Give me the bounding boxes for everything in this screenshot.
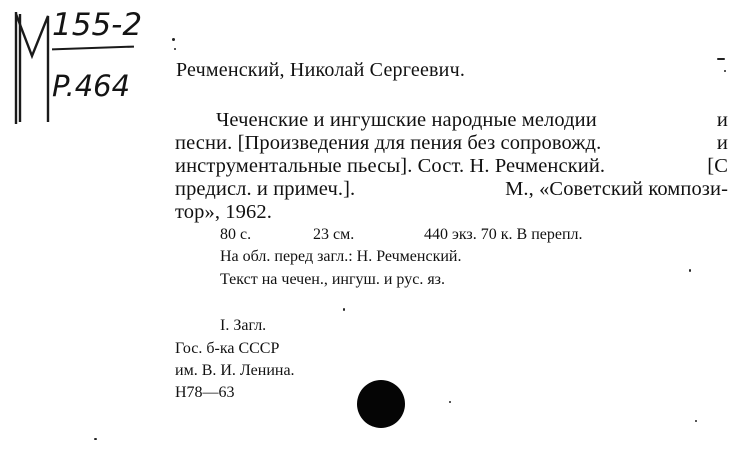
punch-hole bbox=[357, 380, 405, 428]
tracing-title: I. Загл. bbox=[220, 317, 267, 334]
call-number-underline bbox=[52, 46, 134, 51]
speck bbox=[449, 401, 451, 403]
call-number-line2: P.464 bbox=[52, 69, 131, 103]
speck bbox=[695, 420, 697, 422]
title-line-2-end: и bbox=[716, 132, 728, 154]
title-line-5: тор», 1962. bbox=[175, 201, 272, 223]
title-line-4-end: М., «Советский компози- bbox=[505, 178, 728, 200]
collation-pages: 80 с. bbox=[220, 226, 252, 243]
speck bbox=[94, 438, 97, 440]
card-number: Н78—63 bbox=[175, 384, 235, 401]
title-line-3-end: [С bbox=[707, 155, 728, 177]
speck bbox=[174, 48, 176, 50]
title-line-1 bbox=[216, 110, 728, 131]
call-number-line1: 155-2 bbox=[52, 7, 143, 43]
title-line-3 bbox=[175, 156, 728, 177]
note-language: Текст на чечен., ингуш. и рус. яз. bbox=[220, 271, 445, 288]
collation-size: 23 см. bbox=[313, 226, 355, 243]
speck bbox=[172, 38, 175, 41]
title-line-4-text: предисл. и примеч.]. bbox=[175, 178, 356, 200]
speck bbox=[724, 70, 726, 72]
title-line-3-text: инструментальные пьесы]. Сост. Н. Речменский. bbox=[175, 155, 606, 177]
speck bbox=[689, 269, 691, 272]
note-cover-title: На обл. перед загл.: Н. Речменский. bbox=[220, 248, 462, 265]
title-line-4 bbox=[175, 179, 728, 200]
title-line-1-end: и bbox=[716, 109, 728, 131]
title-line-2 bbox=[175, 133, 728, 154]
speck bbox=[343, 308, 345, 311]
library-name-line2: им. В. И. Ленина. bbox=[175, 362, 295, 379]
author-heading: Речменский, Николай Сергеевич. bbox=[176, 59, 466, 81]
title-line-2-text: песни. [Произведения для пения без сопровожд. bbox=[175, 132, 602, 154]
library-name-line1: Гос. б-ка СССР bbox=[175, 340, 280, 357]
collation-copies-price: 440 экз. 70 к. В перепл. bbox=[424, 226, 583, 243]
speck bbox=[717, 58, 725, 60]
title-line-1-text: Чеченские и ингушские народные мелодии bbox=[216, 109, 597, 131]
